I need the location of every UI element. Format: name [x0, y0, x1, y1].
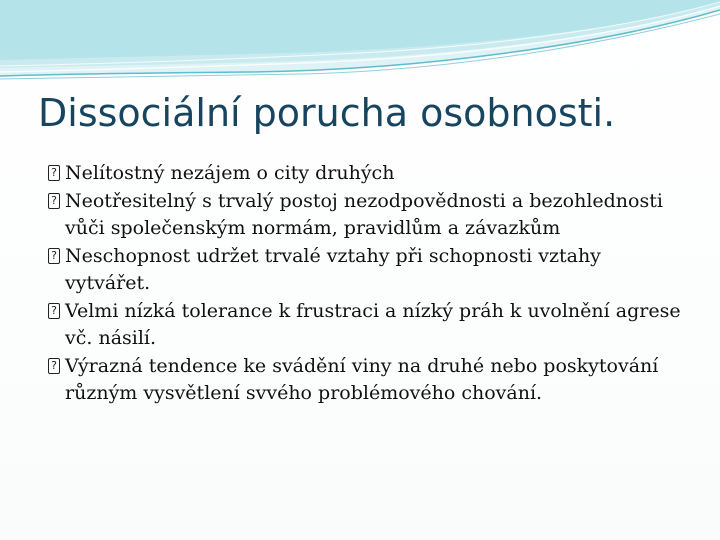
header-wave-decoration	[0, 0, 720, 90]
missing-glyph-box-icon	[48, 248, 60, 264]
missing-glyph-box-icon	[48, 193, 60, 209]
bullet-item	[48, 160, 688, 188]
bullet-text: Nelítostný nezájem o city druhých	[65, 162, 395, 184]
bullet-text: Neotřesitelný s trvalý postoj nezodpovědnosti a bezohlednosti vůči společenským normám, pravidlům a závazkům	[65, 189, 663, 239]
bullet-item	[48, 188, 688, 243]
bullet-item	[48, 243, 688, 298]
bullet-text: Neschopnost udržet trvalé vztahy při schopnosti vztahy vytvářet.	[65, 244, 601, 294]
bullet-list	[48, 160, 688, 408]
missing-glyph-box-icon	[48, 303, 60, 319]
bullet-item	[48, 353, 688, 408]
bullet-text: Výrazná tendence ke svádění viny na druhé nebo poskytování různým vysvětlení svvého problémového chování.	[65, 354, 659, 404]
slide-title: Dissociální porucha osobnosti.	[38, 91, 616, 135]
bullet-item	[48, 298, 688, 353]
bullet-text: Velmi nízká tolerance k frustraci a nízký práh k uvolnění agrese vč. násilí.	[65, 299, 681, 349]
missing-glyph-box-icon	[48, 165, 60, 181]
missing-glyph-box-icon	[48, 358, 60, 374]
